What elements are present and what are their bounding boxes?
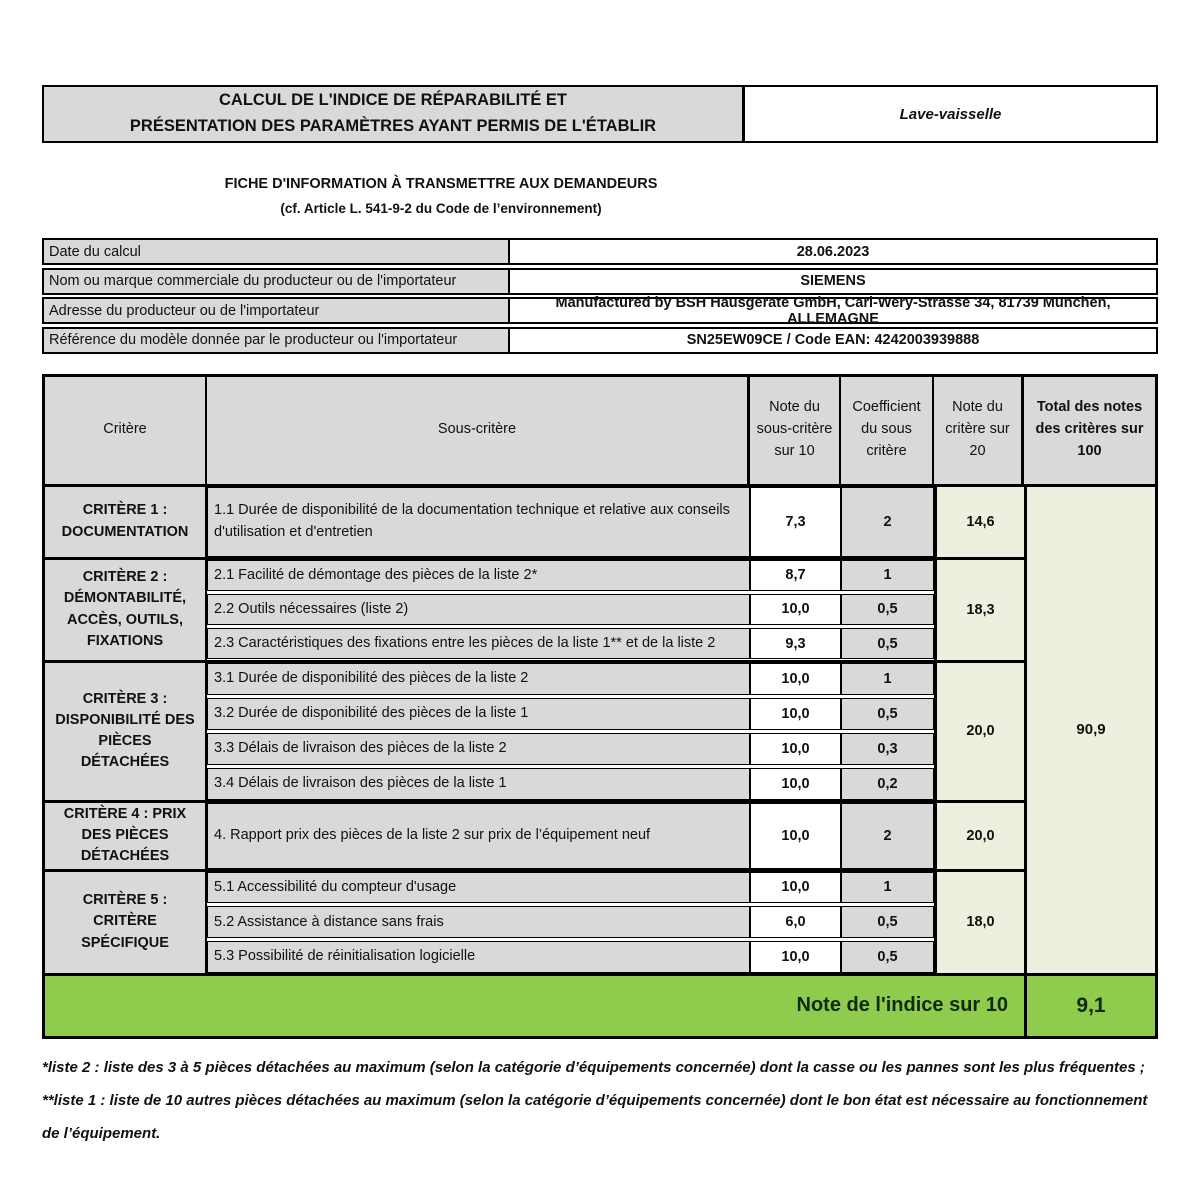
subcriterion-label: 2.2 Outils nécessaires (liste 2) xyxy=(207,594,750,625)
criterion-name: CRITÈRE 1 : DOCUMENTATION xyxy=(45,487,207,557)
subcriterion-note10: 10,0 xyxy=(750,594,841,625)
document-title xyxy=(44,87,745,141)
subcriterion-coeff: 0,5 xyxy=(841,941,934,973)
info-value: Manufactured by BSH Hausgeräte GmbH, Carl-Wery-Strasse 34, 81739 München, ALLEMAGNE xyxy=(555,294,1111,327)
subcriterion-note10: 10,0 xyxy=(750,663,841,695)
footnote-liste2: *liste 2 : liste des 3 à 5 pièces détachées au maximum (selon la catégorie d’équipements concernée) dont la casse ou les pannes sont les plus fréquentes ; xyxy=(42,1058,1145,1076)
subcriterion-label: 3.3 Délais de livraison des pièces de la liste 2 xyxy=(207,733,750,765)
criterion-name: CRITÈRE 2 : DÉMONTABILITÉ, ACCÈS, OUTILS, FIXATIONS xyxy=(45,560,207,660)
subtitle xyxy=(42,176,840,216)
subcriterion-row xyxy=(207,906,934,938)
subcriterion-row xyxy=(207,768,934,800)
document-title-line2: PRÉSENTATION DES PARAMÈTRES AYANT PERMIS DE L'ÉTABLIR xyxy=(129,117,657,135)
criterion-name: CRITÈRE 5 : CRITÈRE SPÉCIFIQUE xyxy=(45,872,207,973)
criterion-block-3 xyxy=(45,660,1024,800)
info-row-brand xyxy=(42,268,1158,295)
info-value: SIEMENS xyxy=(800,273,866,289)
info-label: Référence du modèle donnée par le producteur ou l'importateur xyxy=(44,329,510,352)
subcriteria-list xyxy=(207,663,934,800)
info-row-model xyxy=(42,327,1158,354)
criterion-block-2 xyxy=(45,557,1024,660)
subcriterion-row xyxy=(207,698,934,730)
subtitle-line1: FICHE D'INFORMATION À TRANSMETTRE AUX DEMANDEURS xyxy=(224,176,658,192)
subcriterion-row xyxy=(207,594,934,625)
subcriterion-note10: 7,3 xyxy=(750,487,841,557)
subcriterion-label: 1.1 Durée de disponibilité de la documentation technique et relative aux conseils d'utilisation et d'entretien xyxy=(207,487,750,557)
score-table-header xyxy=(45,377,1155,487)
subcriterion-note10: 10,0 xyxy=(750,733,841,765)
subcriterion-note10: 8,7 xyxy=(750,560,841,591)
score-table xyxy=(42,374,1158,1039)
criterion-block-1 xyxy=(45,487,1024,557)
info-label: Adresse du producteur ou de l'importateur xyxy=(44,299,510,322)
subtitle-line2: (cf. Article L. 541-9-2 du Code de l’environnement) xyxy=(280,201,602,216)
subcriterion-note10: 10,0 xyxy=(750,941,841,973)
title-banner xyxy=(42,85,1158,143)
score-table-body xyxy=(45,487,1155,973)
info-label: Date du calcul xyxy=(44,240,510,263)
document-content xyxy=(42,0,1158,1150)
subcriterion-coeff: 1 xyxy=(841,560,934,591)
header-coefficient: Coefficient du sous critère xyxy=(841,377,934,484)
subcriterion-coeff: 2 xyxy=(841,487,934,557)
subcriterion-coeff: 0,3 xyxy=(841,733,934,765)
header-note10: Note du sous-critère sur 10 xyxy=(750,377,841,484)
criterion-note20: 18,3 xyxy=(934,560,1024,660)
subcriterion-row xyxy=(207,487,934,557)
index-value: 9,1 xyxy=(1024,976,1155,1036)
subcriterion-row xyxy=(207,628,934,659)
header-sous-critere: Sous-critère xyxy=(207,377,750,484)
info-value: SN25EW09CE / Code EAN: 4242003939888 xyxy=(686,332,980,348)
info-row-date xyxy=(42,238,1158,265)
subcriterion-note10: 10,0 xyxy=(750,872,841,904)
index-label: Note de l'indice sur 10 xyxy=(796,994,1008,1016)
document-title-line1: CALCUL DE L'INDICE DE RÉPARABILITÉ ET xyxy=(219,91,567,110)
subcriterion-coeff: 0,5 xyxy=(841,698,934,730)
subcriterion-row xyxy=(207,941,934,973)
subcriterion-label: 3.1 Durée de disponibilité des pièces de la liste 2 xyxy=(207,663,750,695)
criterion-block-5 xyxy=(45,869,1024,973)
subcriterion-label: 4. Rapport prix des pièces de la liste 2 sur prix de l’équipement neuf xyxy=(207,803,750,869)
criteria-blocks xyxy=(45,487,1024,973)
subcriteria-list xyxy=(207,560,934,660)
index-row xyxy=(45,973,1155,1036)
footnotes xyxy=(42,1051,1158,1150)
subcriterion-row xyxy=(207,560,934,591)
criterion-note20: 18,0 xyxy=(934,872,1024,973)
subcriterion-row xyxy=(207,803,934,869)
subcriterion-note10: 9,3 xyxy=(750,628,841,659)
subcriteria-list xyxy=(207,872,934,973)
subcriterion-note10: 10,0 xyxy=(750,768,841,800)
header-note20: Note du critère sur 20 xyxy=(934,377,1024,484)
subcriterion-note10: 10,0 xyxy=(750,698,841,730)
header-total100: Total des notes des critères sur 100 xyxy=(1024,377,1155,484)
info-value: 28.06.2023 xyxy=(796,243,870,260)
subcriterion-coeff: 0,5 xyxy=(841,594,934,625)
footnote-liste1: **liste 1 : liste de 10 autres pièces détachées au maximum (selon la catégorie d’équipements concernée) dont le bon état est nécessaire au fonctionnement de l’équipement. xyxy=(42,1091,1148,1142)
subcriteria-list xyxy=(207,803,934,869)
criterion-name: CRITÈRE 4 : PRIX DES PIÈCES DÉTACHÉES xyxy=(45,803,207,869)
subcriterion-label: 2.3 Caractéristiques des fixations entre les pièces de la liste 1** et de la liste 2 xyxy=(207,628,750,659)
subcriterion-coeff: 1 xyxy=(841,872,934,904)
subcriterion-coeff: 1 xyxy=(841,663,934,695)
subcriterion-coeff: 2 xyxy=(841,803,934,869)
criterion-block-4 xyxy=(45,800,1024,869)
subcriterion-row xyxy=(207,733,934,765)
subcriterion-row xyxy=(207,663,934,695)
info-row-address xyxy=(42,294,1158,327)
subcriterion-coeff: 0,2 xyxy=(841,768,934,800)
criterion-name: CRITÈRE 3 : DISPONIBILITÉ DES PIÈCES DÉTACHÉES xyxy=(45,663,207,800)
subcriterion-note10: 6,0 xyxy=(750,906,841,938)
subcriterion-coeff: 0,5 xyxy=(841,906,934,938)
subcriterion-label: 3.4 Délais de livraison des pièces de la liste 1 xyxy=(207,768,750,800)
subcriterion-label: 5.2 Assistance à distance sans frais xyxy=(207,906,750,938)
criterion-note20: 20,0 xyxy=(934,803,1024,869)
subcriteria-list xyxy=(207,487,934,557)
criterion-note20: 14,6 xyxy=(934,487,1024,557)
subcriterion-note10: 10,0 xyxy=(750,803,841,869)
info-label: Nom ou marque commerciale du producteur ou de l'importateur xyxy=(44,270,510,293)
subcriterion-label: 5.3 Possibilité de réinitialisation logicielle xyxy=(207,941,750,973)
total-score-100: 90,9 xyxy=(1024,487,1155,973)
info-table xyxy=(42,238,1158,354)
header-critere: Critère xyxy=(45,377,207,484)
subcriterion-row xyxy=(207,872,934,904)
criterion-note20: 20,0 xyxy=(934,663,1024,800)
subcriterion-label: 5.1 Accessibilité du compteur d'usage xyxy=(207,872,750,904)
product-type-cell: Lave-vaisselle xyxy=(745,87,1156,141)
subcriterion-coeff: 0,5 xyxy=(841,628,934,659)
subcriterion-label: 2.1 Facilité de démontage des pièces de la liste 2* xyxy=(207,560,750,591)
subcriterion-label: 3.2 Durée de disponibilité des pièces de la liste 1 xyxy=(207,698,750,730)
